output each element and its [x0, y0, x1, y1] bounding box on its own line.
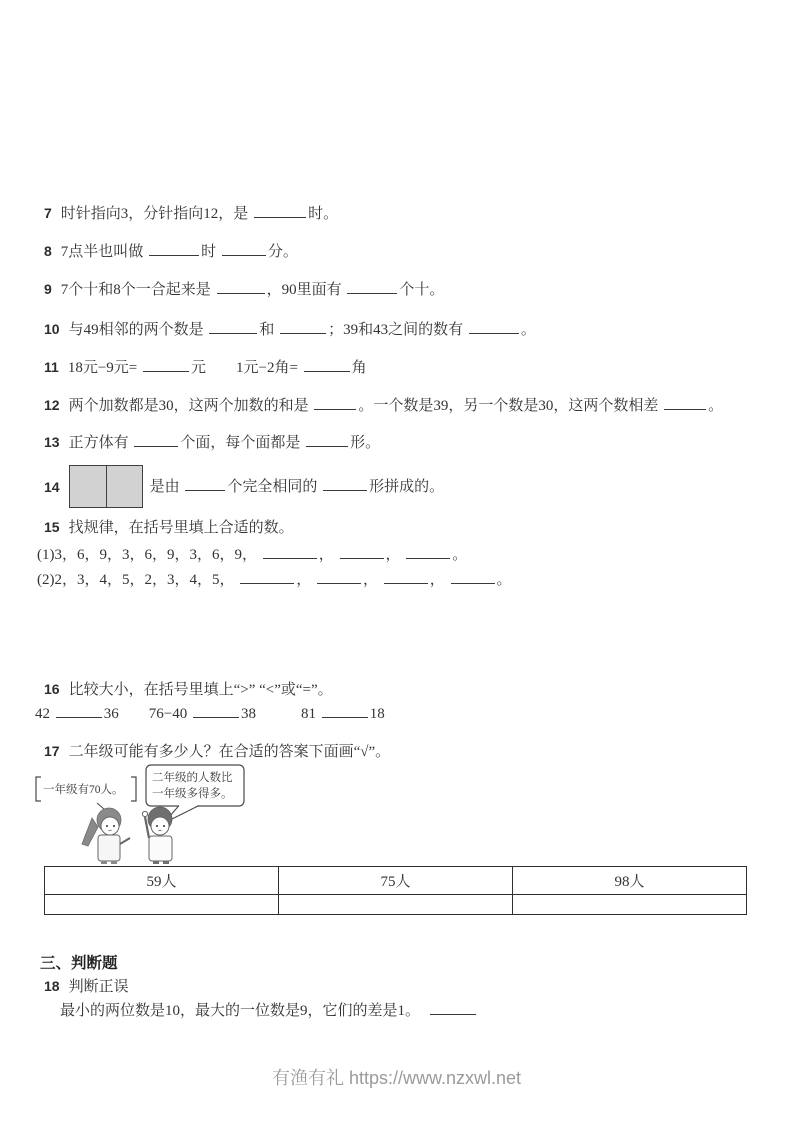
- fill-blank: [240, 570, 294, 584]
- page-footer: 有渔有礼 https://www.nzxwl.net: [271, 1068, 522, 1088]
- question-9: [44, 280, 444, 299]
- fill-blank: [406, 545, 450, 559]
- bubble-right-line1: 二年级的人数比: [152, 772, 233, 784]
- girl-arm: [120, 838, 130, 844]
- girl-body: [98, 835, 120, 861]
- question-13-number: 13: [44, 434, 60, 450]
- question-9-text: 7个十和8个一合起来是 ，90里面有 个十。: [60, 282, 445, 298]
- question-13-text: 正方体有 个面，每个面都是 形。: [68, 435, 381, 451]
- boy-foot: [153, 861, 159, 864]
- question-11: [44, 358, 367, 377]
- left-bracket: [36, 777, 41, 801]
- question-10-number: 10: [44, 321, 60, 337]
- question-17-title: 二年级可能有多少人？在合适的答案下面画“√”。: [68, 744, 391, 760]
- answer-cell-2: [279, 895, 513, 915]
- answer-cell-1: [45, 895, 279, 915]
- option-59: 59人: [45, 867, 279, 895]
- fill-blank: [451, 570, 495, 584]
- question-15-number: 15: [44, 519, 60, 535]
- fill-blank: [469, 320, 519, 334]
- question-13: [44, 433, 380, 452]
- question-18-title: 判断正误: [68, 979, 129, 995]
- question-16: [44, 680, 333, 699]
- question-17-number: 17: [44, 743, 60, 759]
- boy-hand: [142, 811, 147, 816]
- question-12-number: 12: [44, 397, 60, 413]
- fill-blank: [322, 704, 368, 718]
- table-header-row: [45, 867, 747, 895]
- question-18-number: 18: [44, 978, 60, 994]
- fill-blank: [347, 280, 397, 294]
- answer-cell-3: [513, 895, 747, 915]
- boy-figure: [142, 807, 172, 864]
- fill-blank: [134, 433, 178, 447]
- fill-blank: [323, 477, 367, 491]
- fill-blank: [340, 545, 384, 559]
- question-15-sequence-1: (1)3，6，9，3，6，9，3，6，9， ， ， 。: [37, 547, 468, 563]
- fill-blank: [317, 570, 361, 584]
- question-8: [44, 242, 298, 261]
- fill-blank: [56, 704, 102, 718]
- question-14-text: 是由 个完全相同的 形拼成的。: [149, 479, 445, 495]
- question-14: [44, 465, 444, 508]
- section-3-heading: 三、判断题: [40, 955, 118, 972]
- question-18: [44, 977, 129, 996]
- bubble-right-line2: 一年级多得多。: [152, 788, 233, 800]
- question-9-number: 9: [44, 281, 52, 297]
- question-16-title: 比较大小，在括号里填上“>” “<”或“=”。: [68, 682, 333, 698]
- question-8-number: 8: [44, 243, 52, 259]
- option-98: 98人: [513, 867, 747, 895]
- fill-blank: [217, 280, 265, 294]
- fill-blank: [209, 320, 257, 334]
- question-8-text: 7点半也叫做 时 分。: [60, 244, 298, 260]
- bubble-left-text: 一年级有70人。: [43, 784, 124, 796]
- fill-blank: [280, 320, 326, 334]
- question-16-number: 16: [44, 681, 60, 697]
- question-12: [44, 396, 723, 415]
- fill-blank: [314, 396, 356, 410]
- fill-blank: [222, 242, 266, 256]
- question-14-number: 14: [44, 478, 60, 495]
- fill-blank: [193, 704, 239, 718]
- question-10-text: 与49相邻的两个数是 和 ；39和43之间的数有 。: [68, 322, 536, 338]
- question-15-sequence-2: (2)2，3，4，5，2，3，4，5， ， ， ， 。: [37, 572, 512, 588]
- question-16-comparison-row: 42 36 76−40 38 81 18: [35, 706, 385, 722]
- fill-blank: [664, 396, 706, 410]
- fill-blank: [143, 358, 189, 372]
- question-7-number: 7: [44, 205, 52, 221]
- question-15-title: 找规律，在括号里填上合适的数。: [68, 520, 294, 536]
- boy-foot: [163, 861, 169, 864]
- question-17: [44, 742, 390, 761]
- question-12-text: 两个加数都是30，这两个加数的和是 。一个数是39，另一个数是30，这两个数相差 。: [68, 398, 724, 414]
- fill-blank: [304, 358, 350, 372]
- fill-blank: [254, 204, 306, 218]
- question-10: [44, 320, 536, 339]
- fill-blank: [384, 570, 428, 584]
- two-squares-figure: [69, 465, 143, 508]
- girl-face: [101, 817, 119, 835]
- question-18-statement: 最小的两位数是10，最大的一位数是9，它们的差是1。: [60, 1001, 478, 1020]
- fill-blank: [263, 545, 317, 559]
- boy-body: [149, 836, 172, 861]
- speech-bubble-left: [36, 777, 136, 816]
- fill-blank: [185, 477, 225, 491]
- fill-blank: [430, 1001, 476, 1015]
- boy-face: [151, 817, 169, 835]
- answer-options-table: [44, 866, 747, 915]
- table-answer-row: [45, 895, 747, 915]
- option-75: 75人: [279, 867, 513, 895]
- question-15: [44, 518, 294, 537]
- question-11-text: 18元−9元= 元 1元−2角= 角: [67, 360, 367, 376]
- girl-foot: [101, 861, 107, 864]
- question-7: [44, 204, 338, 223]
- right-bracket: [131, 777, 136, 801]
- question-11-number: 11: [44, 359, 59, 375]
- fill-blank: [306, 433, 348, 447]
- girl-foot: [111, 861, 117, 864]
- girl-figure: [82, 808, 130, 864]
- fill-blank: [149, 242, 199, 256]
- kids-dialogue-illustration: [28, 760, 253, 866]
- girl-ponytail: [82, 818, 98, 846]
- question-7-text: 时针指向3，分针指向12，是 时。: [60, 206, 339, 222]
